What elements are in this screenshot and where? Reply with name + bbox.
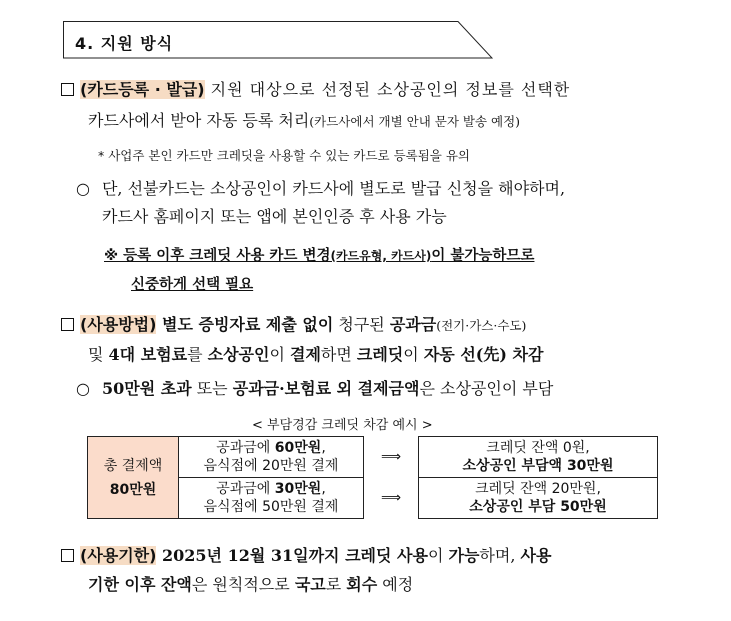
p1a: 2025년 12월 31일까지 크레딧 사용 — [156, 546, 428, 565]
result-cell — [419, 437, 658, 478]
c1a: 공과금에 — [216, 440, 275, 456]
card-bullet-line2: 카드사 홈페이지 또는 앱에 본인인증 후 사용 가능 — [102, 207, 447, 226]
card-note: * 사업주 본인 카드만 크레딧을 사용할 수 있는 카드로 등록됨을 유의 — [98, 148, 471, 163]
ub-a: 50만원 초과 — [101, 379, 192, 398]
c2c: , — [321, 481, 326, 497]
ub-b: 또는 — [191, 379, 233, 398]
period-para-line2 — [88, 576, 413, 594]
u2g: 하면 — [320, 345, 357, 364]
usage-bullet — [76, 380, 553, 398]
p1e: 사용 — [520, 546, 552, 565]
u2j: 자동 선(先) 차감 — [423, 345, 544, 364]
card-warning-line1 — [104, 244, 534, 265]
warn-a: ※ 등록 이후 크레딧 사용 카드 변경 — [104, 248, 331, 264]
r1b: 소상공인 부담액 — [462, 458, 567, 474]
warn-c: 이 불가능하므로 — [431, 248, 535, 264]
u2a: 및 — [88, 345, 109, 364]
ub-d: 은 소상공인이 부담 — [419, 379, 554, 398]
p2b: 은 원칙적으로 — [191, 575, 295, 594]
section-header — [63, 21, 493, 59]
example-title: < 부담경감 크레딧 차감 예시 > — [252, 418, 433, 433]
u2h: 크레딧 — [356, 345, 404, 364]
case-cell — [179, 478, 364, 519]
r1a: 크레딧 잔액 0원, — [486, 440, 590, 456]
period-para-line1 — [61, 547, 551, 565]
warn-b: (카드유형, 카드사) — [330, 249, 432, 263]
u1d: (전기·가스·수도) — [436, 318, 527, 333]
card-tag: (카드등록 · 발급) — [80, 80, 205, 99]
table-row — [88, 437, 658, 478]
p1d: 하며, — [479, 546, 521, 565]
c1b: 60만원 — [274, 440, 322, 456]
bullet-circle-icon: ○ — [76, 379, 90, 398]
case-cell — [179, 437, 364, 478]
p2f: 예정 — [377, 575, 414, 594]
card-text-2: 카드사에서 받아 자동 등록 처리 — [88, 111, 310, 130]
period-tag: (사용기한) — [80, 546, 157, 565]
u2b: 4대 보험료 — [108, 345, 188, 364]
arrow-icon: ⟹ — [380, 490, 402, 506]
u1a: 별도 증빙자료 제출 없이 — [156, 315, 334, 334]
bullet-circle-icon: ○ — [76, 179, 90, 198]
card-bullet-line1 — [76, 180, 565, 198]
c2d: 음식점에 50만원 결제 — [203, 499, 339, 515]
p1c: 가능 — [448, 546, 480, 565]
p2d: 로 — [325, 575, 347, 594]
arrow-icon: ⟹ — [380, 449, 402, 465]
checkbox-square-icon — [61, 83, 74, 96]
r2c: 50만원 — [560, 499, 607, 515]
u1c: 공과금 — [389, 315, 437, 334]
card-text-2-small: (카드사에서 개별 안내 문자 발송 예정) — [309, 114, 521, 129]
ub-c: 공과금·보험료 외 결제금액 — [232, 379, 420, 398]
card-bullet-text-1: 단, 선불카드는 소상공인이 카드사에 별도로 발급 신청을 해야하며, — [101, 179, 566, 198]
r1c: 30만원 — [566, 458, 614, 474]
u2f: 결제 — [290, 345, 321, 364]
p2c: 국고 — [294, 575, 326, 594]
checkbox-square-icon — [61, 318, 74, 331]
c1c: , — [321, 440, 326, 456]
card-warning-line2: 신중하게 선택 필요 — [131, 277, 254, 293]
u2i: 이 — [403, 345, 424, 364]
p1b: 이 — [427, 546, 449, 565]
c2b: 30만원 — [274, 481, 322, 497]
deduction-example-table — [87, 436, 658, 519]
u1b: 청구된 — [333, 315, 390, 334]
r2b: 소상공인 부담 — [469, 499, 561, 515]
usage-para-line1 — [61, 316, 526, 335]
card-para-line1 — [61, 81, 570, 99]
u2d: 소상공인 — [207, 345, 270, 364]
usage-para-line2 — [88, 346, 543, 364]
u2c: 를 — [187, 345, 208, 364]
total-value: 80만원 — [109, 481, 157, 498]
checkbox-square-icon — [61, 549, 74, 562]
card-text-1: 지원 대상으로 선정된 소상공인의 정보를 선택한 — [204, 80, 571, 99]
result-cell — [419, 478, 658, 519]
p2e: 회수 — [346, 575, 378, 594]
card-para-line2 — [88, 112, 520, 131]
total-payment-cell — [88, 437, 179, 519]
r2a: 크레딧 잔액 20만원, — [475, 481, 601, 497]
total-label: 총 결제액 — [103, 457, 163, 474]
u2e: 이 — [269, 345, 290, 364]
section-title: 4. 지원 방식 — [75, 34, 174, 53]
p2a: 기한 이후 잔액 — [88, 575, 192, 594]
c1d: 음식점에 20만원 결제 — [203, 458, 339, 474]
c2a: 공과금에 — [216, 481, 275, 497]
usage-tag: (사용방법) — [80, 315, 157, 334]
